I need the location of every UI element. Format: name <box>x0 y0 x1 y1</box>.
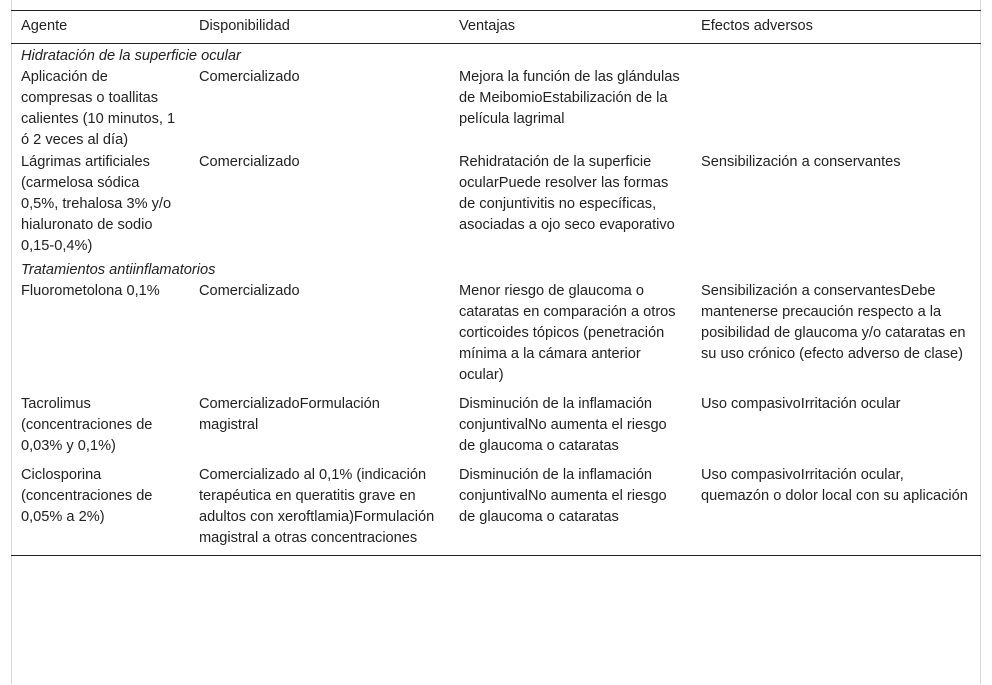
cell-ventajas: Disminución de la inflamación conjuntivalNo aumenta el riesgo de glaucoma o cataratas <box>459 396 667 454</box>
cell-efectos: Uso compasivoIrritación ocular <box>701 396 901 412</box>
table-row <box>11 281 981 394</box>
cell-efectos: Sensibilización a conservantes <box>701 154 901 170</box>
cell-disponibilidad: Comercializado <box>199 283 300 299</box>
section-title: Hidratación de la superficie ocular <box>21 48 241 64</box>
cell-efectos: Uso compasivoIrritación ocular, quemazón o dolor local con su aplicación <box>691 465 981 556</box>
cell-ventajas: Mejora la función de las glándulas de MeibomioEstabilización de la película lagrimal <box>459 69 680 127</box>
cell-ventajas: Disminución de la inflamación conjuntivalNo aumenta el riesgo de glaucoma o cataratas <box>449 465 691 556</box>
section-row-antiinflamatorios <box>11 258 981 281</box>
header-disponibilidad: Disponibilidad <box>199 18 290 34</box>
table-header-row <box>11 11 981 44</box>
cell-agente: Aplicación de compresas o toallitas calientes (10 minutos, 1 ó 2 veces al día) <box>21 69 176 148</box>
header-agente: Agente <box>21 18 68 34</box>
cell-agente: Lágrimas artificiales (carmelosa sódica 0,5%, trehalosa 3% y/o hialuronato de sodio 0,15-0,4%) <box>21 154 172 254</box>
cell-efectos <box>691 67 981 152</box>
table-row <box>11 152 981 258</box>
cell-agente: Tacrolimus (concentraciones de 0,03% y 0,1%) <box>21 396 153 454</box>
section-title: Tratamientos antiinflamatorios <box>21 262 216 278</box>
cell-agente: Ciclosporina (concentraciones de 0,05% a 2%) <box>11 465 189 556</box>
table-row <box>11 394 981 465</box>
section-row-hidratacion <box>11 44 981 68</box>
treatment-table <box>11 10 981 556</box>
cell-ventajas: Menor riesgo de glaucoma o cataratas en comparación a otros corticoides tópicos (penetración mínima a la cámara anterior ocular) <box>459 283 676 383</box>
cell-disponibilidad: ComercializadoFormulación magistral <box>199 396 380 433</box>
table-row <box>11 67 981 152</box>
cell-disponibilidad: Comercializado al 0,1% (indicación terapéutica en queratitis grave en adultos con xeroftlamia)Formulación magistral a otras concentraciones <box>189 465 449 556</box>
cell-disponibilidad: Comercializado <box>199 154 300 170</box>
cell-agente: Fluorometolona 0,1% <box>21 283 160 299</box>
header-ventajas: Ventajas <box>459 18 515 34</box>
cell-efectos: Sensibilización a conservantesDebe mantenerse precaución respecto a la posibilidad de glaucoma y/o cataratas en su uso crónico (efecto adverso de clase) <box>701 283 966 362</box>
cell-disponibilidad: Comercializado <box>199 69 300 85</box>
header-efectos-adversos: Efectos adversos <box>701 18 813 34</box>
cell-ventajas: Rehidratación de la superficie ocularPuede resolver las formas de conjuntivitis no específicas, asociadas a ojo seco evaporativo <box>459 154 675 233</box>
table-row <box>11 465 981 556</box>
